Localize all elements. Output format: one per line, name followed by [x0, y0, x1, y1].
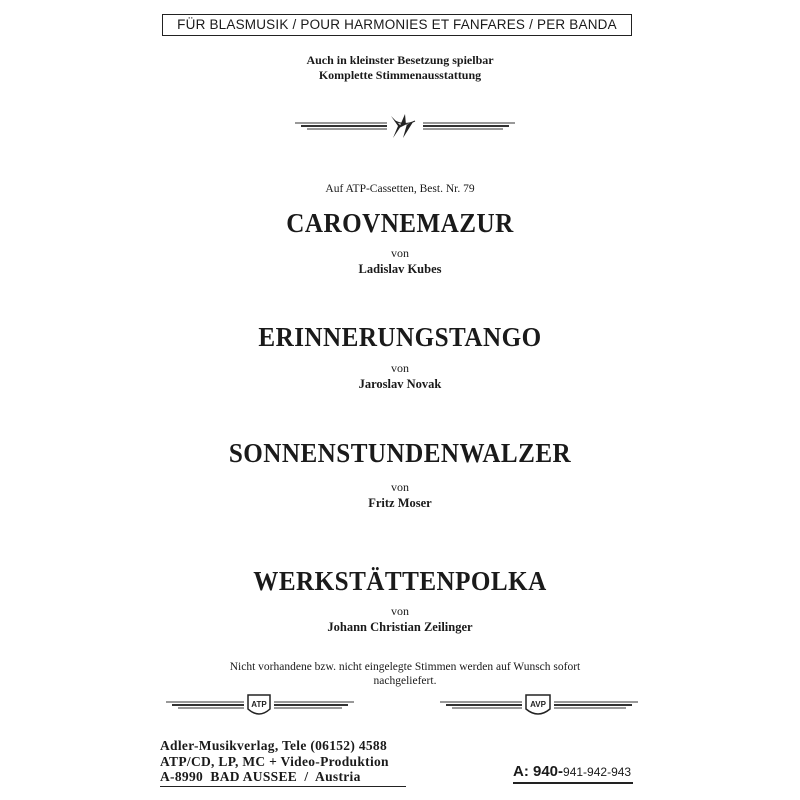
publisher-line1: Adler-Musikverlag, Tele (06152) 4588: [160, 738, 388, 753]
atp-logo-divider: [166, 693, 356, 723]
notice-line2: nachgeliefert.: [373, 675, 437, 687]
piece-title: SONNENSTUNDENWALZER: [228, 438, 572, 468]
piece-title: ERINNERUNGSTANGO: [258, 322, 542, 352]
header-banner: [162, 14, 632, 36]
avp-logo-icon: [526, 695, 550, 714]
piece-composer: Johann Christian Zeilinger: [327, 620, 473, 634]
order-number-prefix: A: 940-: [513, 763, 564, 780]
publisher-block: [160, 738, 389, 785]
tagline-line2: Komplette Stimmenausstattung: [318, 68, 482, 82]
notice-line1: Nicht vorhandene bzw. nicht eingelegte Stimmen werden auf Wunsch sofort: [229, 661, 581, 673]
supply-notice: [170, 660, 640, 688]
tagline: [0, 53, 800, 83]
piece-von: von: [391, 604, 409, 618]
order-number: [513, 763, 631, 781]
avp-logo-divider: [440, 693, 640, 723]
piece-title: CAROVNEMAZUR: [286, 208, 514, 238]
atp-logo-icon: [248, 695, 270, 714]
order-number-underline: [513, 782, 633, 784]
header-text: FÜR BLASMUSIK / POUR HARMONIES ET FANFARES / PER BANDA: [177, 17, 617, 32]
publisher-underline: [160, 786, 406, 787]
ornament-divider-icon: [295, 112, 515, 142]
piece-von: von: [391, 480, 409, 494]
cassette-note: Auf ATP-Cassetten, Best. Nr. 79: [325, 183, 475, 195]
atp-logo-text: ATP: [251, 700, 267, 709]
avp-logo-text: AVP: [530, 700, 546, 709]
piece-von: von: [391, 246, 409, 260]
publisher-line3: A-8990 BAD AUSSEE / Austria: [160, 769, 361, 784]
piece-composer: Fritz Moser: [368, 496, 432, 510]
piece-composer: Jaroslav Novak: [358, 377, 442, 391]
piece-title: WERKSTÄTTENPOLKA: [253, 566, 547, 596]
tagline-line1: Auch in kleinster Besetzung spielbar: [306, 53, 494, 67]
piece-composer: Ladislav Kubes: [358, 262, 442, 276]
order-number-suffix: 941-942-943: [563, 765, 632, 779]
piece-von: von: [391, 361, 409, 375]
publisher-line2: ATP/CD, LP, MC + Video-Produktion: [160, 753, 389, 769]
